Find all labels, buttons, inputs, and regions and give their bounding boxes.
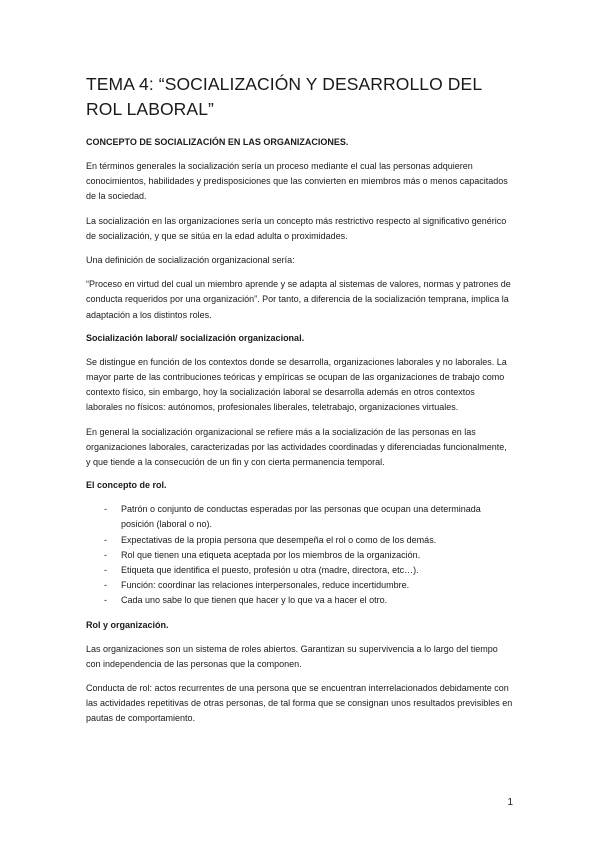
bullet-dash: -	[104, 549, 107, 560]
list-item-text: Patrón o conjunto de conductas esperadas por las personas que ocupan una determinada posición (laboral o no).	[121, 504, 481, 530]
paragraph: Se distingue en función de los contextos donde se desarrolla, organizaciones laborales y no laborales. La mayor parte de las contribuciones teóricas y empíricas se ocupan de las organizaciones de trabajo como contexto físico, sin embargo, hoy la socialización laboral se desarrolla además en otros contextos laborales no físicos: autónomos, profesionales liberales, teletrabajo, organizaciones virtuales.	[86, 356, 507, 413]
list-item	[86, 593, 513, 608]
bullet-dash: -	[104, 595, 107, 606]
section-heading-socializacion-laboral: Socialización laboral/ socialización organizacional.	[86, 332, 305, 343]
bullet-dash: -	[104, 534, 107, 545]
list-item-text: Expectativas de la propia persona que desempeña el rol o como de los demás.	[121, 534, 437, 545]
paragraph-definition-quote: “Proceso en virtud del cual un miembro aprende y se adapta al sistemas de valores, normas y patrones de conducta requeridos por una organización”. Por tanto, a diferencia de la socialización temprana, implica la adaptación a los distintos roles.	[86, 279, 511, 320]
section-heading-concepto-rol: El concepto de rol.	[86, 480, 167, 491]
paragraph: En términos generales la socialización sería un proceso mediante el cual las personas adquieren conocimientos, habilidades y predisposiciones que las convierten en miembros más o menos capacitados de la sociedad.	[86, 161, 508, 202]
paragraph: Una definición de socialización organizacional sería:	[86, 255, 295, 266]
list-item	[86, 502, 513, 532]
list-item	[86, 563, 513, 578]
list-item	[86, 578, 513, 593]
list-item	[86, 548, 513, 563]
paragraph: La socialización en las organizaciones sería un concepto más restrictivo respecto al significativo genérico de socialización, y que se sitúa en la edad adulta o proximidades.	[86, 215, 507, 241]
rol-list	[86, 502, 513, 608]
list-item-text: Rol que tienen una etiqueta aceptada por los miembros de la organización.	[121, 549, 421, 560]
page-number: 1	[507, 797, 513, 808]
document-title: TEMA 4: “SOCIALIZACIÓN Y DESARROLLO DEL ROL LABORAL”	[86, 74, 482, 119]
paragraph: Las organizaciones son un sistema de roles abiertos. Garantizan su supervivencia a lo largo del tiempo con independencia de las personas que la componen.	[86, 643, 498, 669]
list-item	[86, 533, 513, 548]
list-item-text: Cada uno sabe lo que tienen que hacer y lo que va a hacer el otro.	[121, 595, 388, 606]
list-item-text: Función: coordinar las relaciones interpersonales, reduce incertidumbre.	[121, 580, 410, 591]
paragraph: Conducta de rol: actos recurrentes de una persona que se encuentran interrelacionados debidamente con las actividades repetitivas de otras personas, de tal forma que se consignan unos resultados previsibles en pautas de comportamiento.	[86, 683, 513, 724]
list-item-text: Etiqueta que identifica el puesto, profesión u otra (madre, directora, etc…).	[121, 565, 419, 576]
paragraph: En general la socialización organizacional se refiere más a la socialización de las personas en las organizaciones laborales, caracterizadas por las actividades coordinadas y diferenciadas funcionalmente, y que tiende a la consecución de un fin y con cierta permanencia temporal.	[86, 426, 507, 468]
bullet-dash: -	[104, 504, 107, 515]
bullet-dash: -	[104, 565, 107, 576]
section-heading-concepto: CONCEPTO DE SOCIALIZACIÓN EN LAS ORGANIZACIONES.	[86, 137, 349, 147]
section-heading-rol-organizacion: Rol y organización.	[86, 619, 169, 630]
bullet-dash: -	[104, 580, 107, 591]
